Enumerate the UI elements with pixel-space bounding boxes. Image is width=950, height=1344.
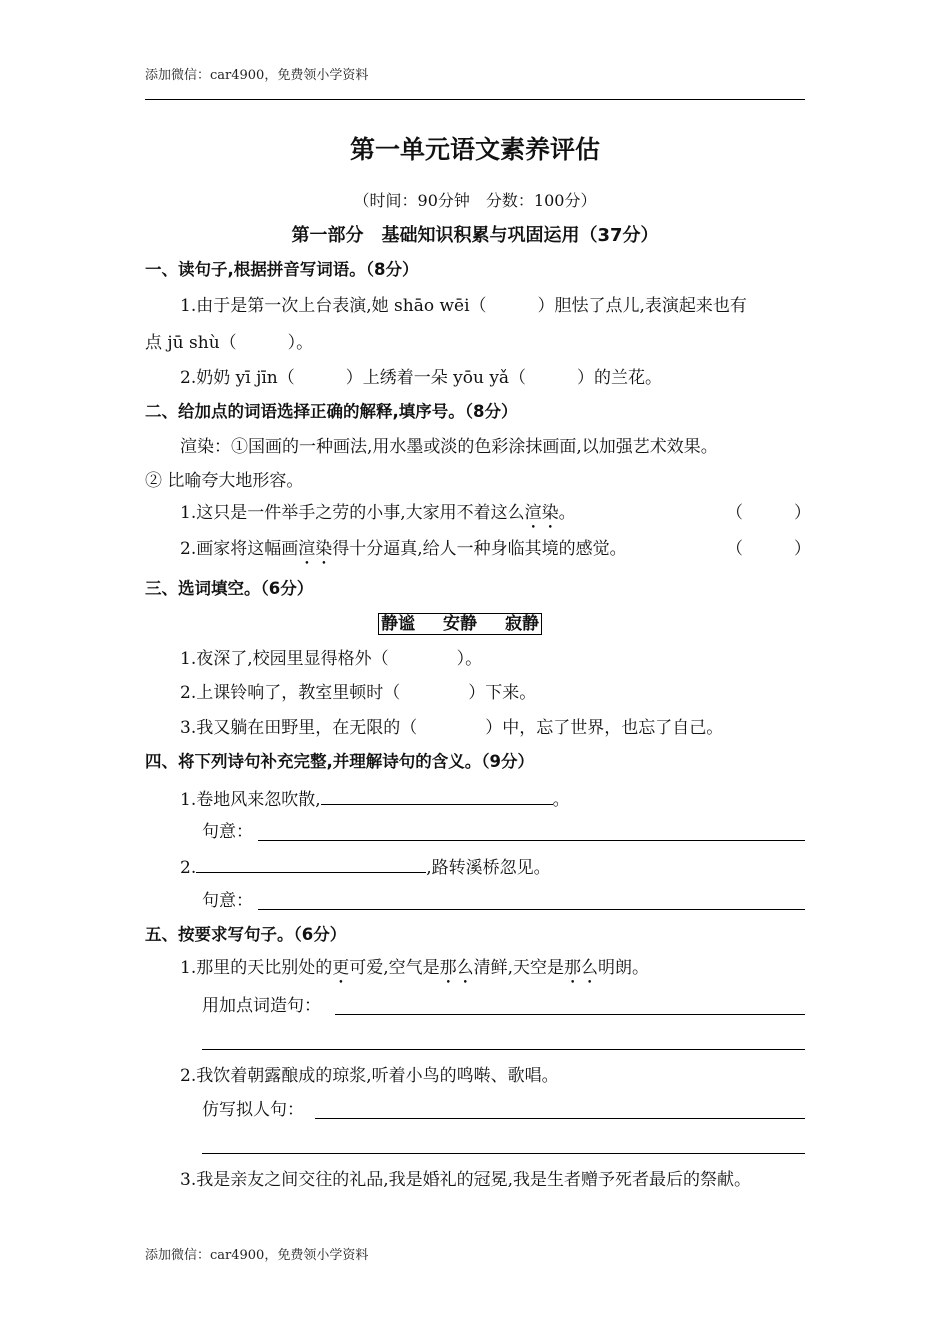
s3-question-1: 1.夜深了,校园里显得格外（ ）。 (180, 649, 483, 669)
task-label: 用加点词造句： (202, 996, 321, 1016)
answer-paren-1[interactable]: （ ） (726, 503, 811, 523)
section-1-heading: 一、读句子,根据拼音写词语。（8分） (145, 260, 419, 279)
s5-question-3: 3.我是亲友之间交往的礼品,我是婚礼的冠冕,我是生者赠予死者最后的祭献。 (180, 1170, 752, 1190)
word-option: 寂静 (505, 614, 539, 634)
s3-question-2: 2.上课铃响了，教室里顿时（ ）下来。 (180, 683, 537, 703)
meaning-label: 句意： (202, 822, 253, 842)
answer-blank[interactable] (196, 854, 426, 873)
s4-question-1: 1.卷地风来忽吹散, 。 (180, 786, 570, 812)
s2-question-1: 1.这只是一件举手之劳的小事,大家用不着这么渲染。 (180, 503, 576, 523)
task-label: 仿写拟人句： (202, 1100, 304, 1120)
s2-question-2: 2.画家将这幅画渲染得十分逼真,给人一种身临其境的感觉。 (180, 539, 627, 559)
s3-question-3: 3.我又躺在田野里，在无限的（ ）中，忘了世界，也忘了自己。 (180, 718, 724, 738)
section-4-heading: 四、将下列诗句补充完整,并理解诗句的含义。（9分） (145, 752, 534, 771)
word-option: 安静 (443, 614, 477, 634)
answer-line[interactable] (335, 1014, 805, 1015)
page-footer: 添加微信：car4900，免费领小学资料 (145, 1248, 369, 1263)
s5-question-1: 1.那里的天比别处的更可爱,空气是那么清鲜,天空是那么明朗。 (180, 958, 650, 978)
answer-line[interactable] (315, 1118, 805, 1119)
answer-line[interactable] (202, 1049, 805, 1050)
answer-line[interactable] (258, 909, 805, 910)
part-heading: 第一部分 基础知识积累与巩固运用（37分） (291, 225, 659, 246)
answer-line[interactable] (202, 1153, 805, 1154)
definition-1: 渲染：①国画的一种画法,用水墨或淡的色彩涂抹画面,以加强艺术效果。 (180, 437, 718, 457)
section-5-heading: 五、按要求写句子。（6分） (145, 925, 347, 944)
s1-question-1: 1.由于是第一次上台表演,她 shāo wēi（ ）胆怯了点儿,表演起来也有 (180, 296, 747, 316)
word-option: 静谧 (381, 614, 415, 634)
s4-question-2: 2. ,路转溪桥忽见。 (180, 854, 551, 880)
page-title: 第一单元语文素养评估 (349, 135, 600, 164)
header-rule (145, 99, 805, 100)
answer-paren-2[interactable]: （ ） (726, 539, 811, 559)
meaning-label: 句意： (202, 891, 253, 911)
section-2-heading: 二、给加点的词语选择正确的解释,填序号。（8分） (145, 402, 518, 421)
exam-meta: （时间：90分钟 分数：100分） (353, 191, 597, 210)
answer-line[interactable] (258, 840, 805, 841)
page-header: 添加微信：car4900，免费领小学资料 (145, 68, 369, 83)
answer-blank[interactable] (321, 786, 553, 805)
s5-question-2: 2.我饮着朝露酿成的琼浆,听着小鸟的鸣啭、歌唱。 (180, 1066, 559, 1086)
s1-question-1-cont: 点 jū shù（ ）。 (145, 333, 314, 353)
word-box (378, 612, 542, 636)
section-3-heading: 三、选词填空。（6分） (145, 579, 314, 598)
s1-question-2: 2.奶奶 yī jīn（ ）上绣着一朵 yōu yǎ（ ）的兰花。 (180, 368, 663, 388)
definition-2: ② 比喻夸大地形容。 (145, 471, 304, 491)
